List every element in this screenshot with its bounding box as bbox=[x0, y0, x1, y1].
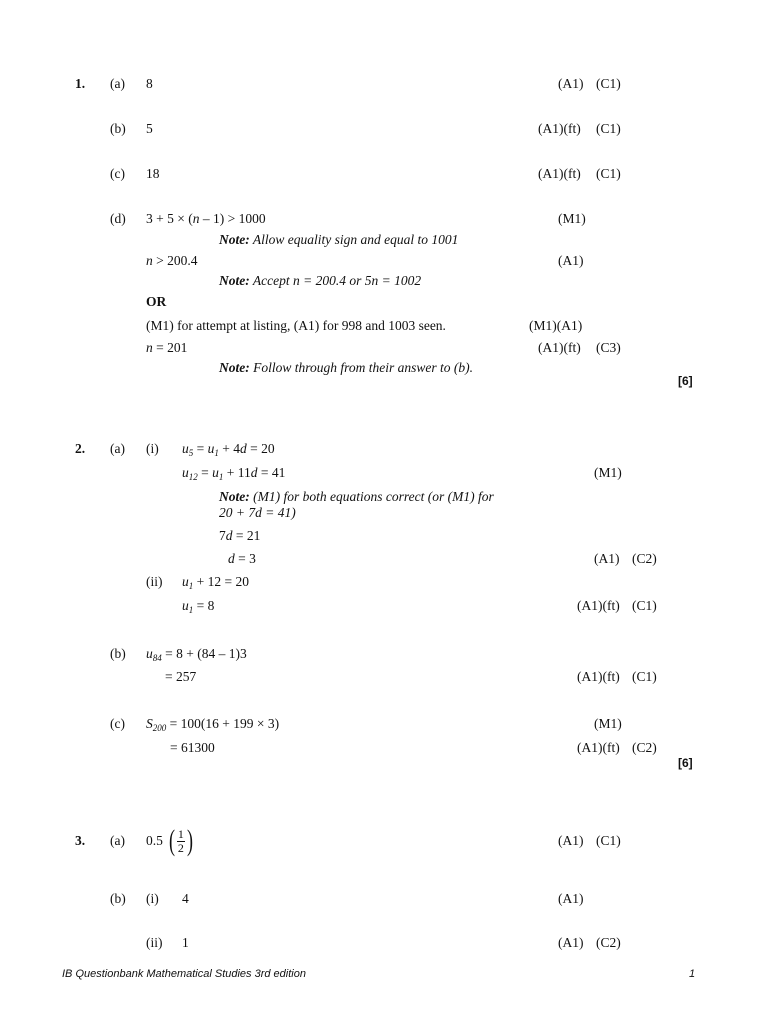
part-label: (d) bbox=[110, 211, 126, 226]
working-line: 7d = 21 bbox=[219, 528, 261, 543]
working-line: 3 + 5 × (n – 1) > 1000 bbox=[146, 211, 266, 226]
mark: (A1) bbox=[558, 76, 584, 91]
question-number: 1. bbox=[75, 76, 86, 91]
part-label: (b) bbox=[110, 646, 126, 661]
subpart-label: (ii) bbox=[146, 935, 163, 950]
mark: (C1) bbox=[596, 166, 621, 181]
answer: 18 bbox=[146, 166, 160, 181]
mark: (C1) bbox=[596, 76, 621, 91]
question-number: 3. bbox=[75, 833, 86, 848]
part-label: (a) bbox=[110, 441, 125, 456]
part-label: (c) bbox=[110, 166, 125, 181]
mark: (M1) bbox=[594, 465, 622, 480]
note: Note: (M1) for both equations correct (or (M1) for bbox=[219, 489, 494, 504]
part-label: (b) bbox=[110, 891, 126, 906]
part-label: (a) bbox=[110, 76, 125, 91]
mark: (A1) bbox=[558, 935, 584, 950]
subpart-label: (ii) bbox=[146, 574, 163, 589]
mark: (A1) bbox=[558, 833, 584, 848]
mark: (C1) bbox=[632, 598, 657, 613]
mark: (C1) bbox=[632, 669, 657, 684]
mark: (A1)(ft) bbox=[577, 669, 620, 684]
mark: (M1) bbox=[558, 211, 586, 226]
working-line: = 257 bbox=[165, 669, 197, 684]
working-line: n > 200.4 bbox=[146, 253, 198, 268]
mark: (A1)(ft) bbox=[577, 598, 620, 613]
working-line: $u_1 = 8$ bbox=[182, 598, 215, 615]
total-marks: [6] bbox=[678, 756, 693, 770]
working-line: $u_1 + 12 = 20$ bbox=[182, 574, 249, 591]
mark: (C1) bbox=[596, 121, 621, 136]
answer: 4 bbox=[182, 891, 189, 906]
working-line: $u_{12} = u_1 + 11d = 41$ bbox=[182, 465, 286, 482]
answer: 0.5 ( 1 2 ) bbox=[146, 824, 193, 857]
or-label: OR bbox=[146, 294, 167, 309]
part-label: (a) bbox=[110, 833, 125, 848]
question-number: 2. bbox=[75, 441, 86, 456]
answer: 8 bbox=[146, 76, 153, 91]
working-line: $u_{84} = 8 + (84 - 1)3$ bbox=[146, 646, 247, 663]
working-line: $S_{200} = 100(16 + 199 \times 3)$ bbox=[146, 716, 280, 733]
mark: (C2) bbox=[632, 551, 657, 566]
footer-title: IB Questionbank Mathematical Studies 3rd edition bbox=[62, 968, 306, 980]
mark: (C1) bbox=[596, 833, 621, 848]
note-continued: 20 + 7d = 41) bbox=[219, 505, 296, 520]
mark: (A1)(ft) bbox=[577, 740, 620, 755]
part-label: (c) bbox=[110, 716, 125, 731]
mark: (M1) bbox=[594, 716, 622, 731]
mark: (A1) bbox=[558, 891, 584, 906]
working-line: d = 3 bbox=[228, 551, 256, 566]
subpart-label: (i) bbox=[146, 891, 159, 906]
note: Note: Allow equality sign and equal to 1001 bbox=[219, 232, 459, 247]
page-number: 1 bbox=[689, 968, 696, 980]
working-line: n = 201 bbox=[146, 340, 188, 355]
total-marks: [6] bbox=[678, 374, 693, 388]
mark: (A1) bbox=[558, 253, 584, 268]
mark: (A1)(ft) bbox=[538, 166, 581, 181]
note: Note: Accept n = 200.4 or 5n = 1002 bbox=[219, 273, 422, 288]
working-line: (M1) for attempt at listing, (A1) for 998 and 1003 seen. bbox=[146, 318, 446, 333]
mark: (A1)(ft) bbox=[538, 340, 581, 355]
subpart-label: (i) bbox=[146, 441, 159, 456]
working-line: $u_5 = u_1 + 4d = 20$ bbox=[182, 441, 275, 458]
mark: (A1)(ft) bbox=[538, 121, 581, 136]
working-line: = 61300 bbox=[170, 740, 215, 755]
answer: 1 bbox=[182, 935, 189, 950]
mark: (C2) bbox=[632, 740, 657, 755]
mark: (M1)(A1) bbox=[529, 318, 583, 333]
note: Note: Follow through from their answer to (b). bbox=[219, 360, 474, 375]
part-label: (b) bbox=[110, 121, 126, 136]
fraction: ( 1 2 ) bbox=[168, 824, 193, 857]
mark: (A1) bbox=[594, 551, 620, 566]
mark: (C3) bbox=[596, 340, 621, 355]
answer: 5 bbox=[146, 121, 153, 136]
mark: (C2) bbox=[596, 935, 621, 950]
